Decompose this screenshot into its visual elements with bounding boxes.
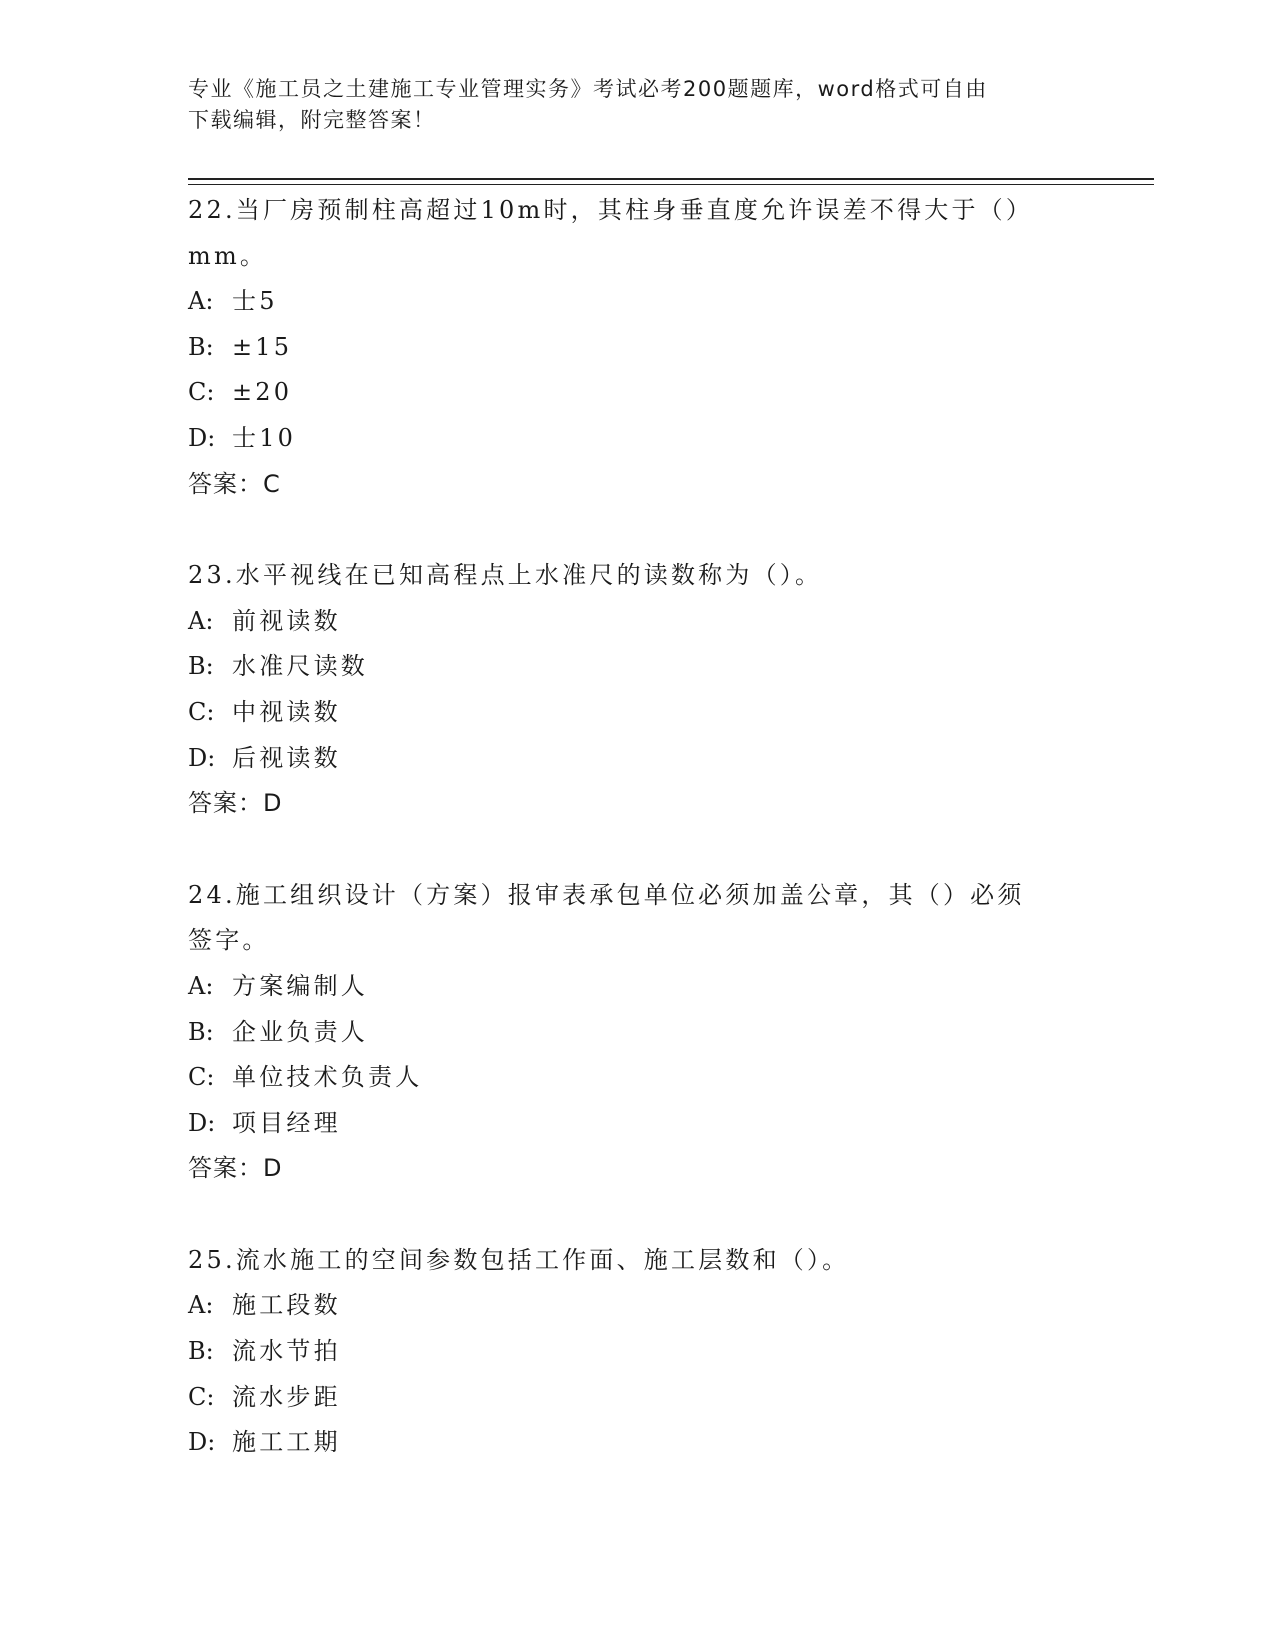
option-a bbox=[188, 1283, 1088, 1329]
answer-line: 答案：D bbox=[188, 1154, 283, 1183]
option-a bbox=[188, 599, 1088, 645]
option-c bbox=[188, 1055, 1088, 1101]
question-23 bbox=[188, 553, 1088, 827]
option-text: ±15 bbox=[232, 332, 293, 361]
option-key: C: bbox=[188, 697, 215, 726]
answer-line: 答案：C bbox=[188, 469, 281, 498]
option-b bbox=[188, 1329, 1088, 1375]
option-key: C: bbox=[188, 1382, 215, 1411]
option-text: 项目经理 bbox=[232, 1108, 341, 1137]
header-line-1: 专业《施工员之土建施工专业管理实务》考试必考200题题库，word格式可自由 bbox=[188, 77, 988, 101]
question-25 bbox=[188, 1238, 1088, 1466]
option-key: C: bbox=[188, 1063, 215, 1092]
option-c bbox=[188, 690, 1088, 736]
answer-line: 答案：D bbox=[188, 789, 283, 818]
option-key: A: bbox=[188, 606, 214, 635]
option-text: 单位技术负责人 bbox=[232, 1063, 423, 1092]
header-line-2: 下载编辑，附完整答案！ bbox=[188, 108, 436, 132]
header-divider-thin bbox=[188, 184, 1154, 185]
question-list bbox=[188, 188, 1088, 1512]
option-key: D: bbox=[188, 423, 216, 452]
option-key: A: bbox=[188, 1291, 214, 1320]
option-key: D: bbox=[188, 743, 216, 772]
option-key: D: bbox=[188, 1108, 216, 1137]
option-key: B: bbox=[188, 332, 214, 361]
question-22 bbox=[188, 188, 1088, 507]
option-text: 流水步距 bbox=[232, 1382, 341, 1411]
option-key: C: bbox=[188, 378, 215, 407]
question-24 bbox=[188, 873, 1088, 1192]
question-stem-continued: mm。 bbox=[188, 241, 268, 270]
option-d bbox=[188, 736, 1088, 782]
option-text: 后视读数 bbox=[232, 743, 341, 772]
option-b bbox=[188, 1010, 1088, 1056]
option-key: B: bbox=[188, 1337, 214, 1366]
option-d bbox=[188, 1101, 1088, 1147]
option-text: 流水节拍 bbox=[232, 1337, 341, 1366]
option-b bbox=[188, 325, 1088, 371]
option-text: 士10 bbox=[232, 423, 297, 452]
option-c bbox=[188, 370, 1088, 416]
option-text: 士5 bbox=[232, 287, 278, 316]
document-header bbox=[188, 74, 1068, 136]
option-text: 企业负责人 bbox=[232, 1017, 368, 1046]
option-text: ±20 bbox=[232, 378, 293, 407]
question-stem-continued: 签字。 bbox=[188, 926, 270, 955]
option-key: B: bbox=[188, 1017, 214, 1046]
option-text: 施工工期 bbox=[232, 1428, 341, 1457]
option-key: D: bbox=[188, 1428, 216, 1457]
option-d bbox=[188, 1420, 1088, 1466]
option-text: 方案编制人 bbox=[232, 971, 368, 1000]
option-a bbox=[188, 964, 1088, 1010]
question-stem: 24.施工组织设计（方案）报审表承包单位必须加盖公章，其（）必须 bbox=[188, 880, 1025, 909]
option-text: 水准尺读数 bbox=[232, 652, 368, 681]
option-a bbox=[188, 279, 1088, 325]
option-text: 施工段数 bbox=[232, 1291, 341, 1320]
option-key: B: bbox=[188, 652, 214, 681]
option-c bbox=[188, 1375, 1088, 1421]
option-key: A: bbox=[188, 287, 214, 316]
option-text: 前视读数 bbox=[232, 606, 341, 635]
question-stem: 25.流水施工的空间参数包括工作面、施工层数和（）。 bbox=[188, 1245, 850, 1274]
option-text: 中视读数 bbox=[232, 697, 341, 726]
header-divider-thick bbox=[188, 178, 1154, 180]
option-key: A: bbox=[188, 971, 214, 1000]
option-b bbox=[188, 644, 1088, 690]
question-stem: 22.当厂房预制柱高超过10m时，其柱身垂直度允许误差不得大于（） bbox=[188, 196, 1034, 224]
question-stem: 23.水平视线在已知高程点上水准尺的读数称为（）。 bbox=[188, 561, 823, 590]
option-d bbox=[188, 416, 1088, 462]
